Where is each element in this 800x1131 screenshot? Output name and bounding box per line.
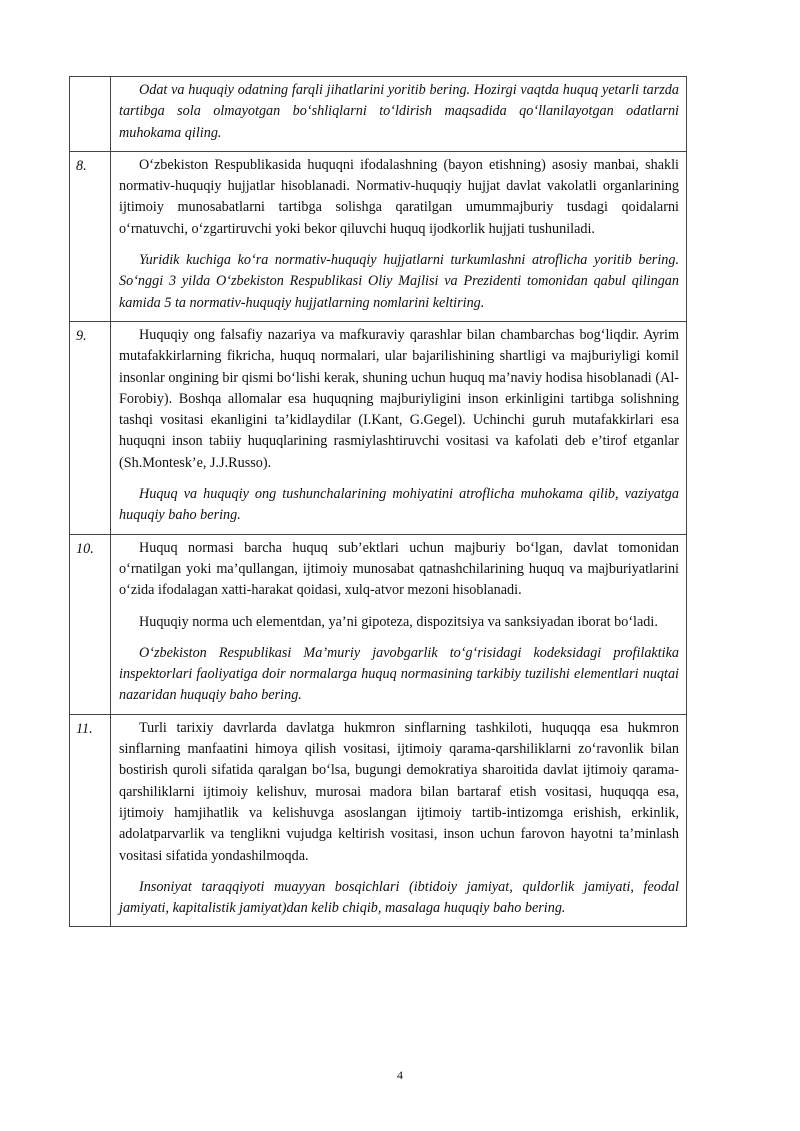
task-paragraph: Yuridik kuchiga ko‘ra normativ-huquqiy hujjatlarni turkumlashni atroflicha yoritib bering. So‘nggi 3 yilda O‘zbekiston Respublikasi Oliy Majlisi va Prezidenti tomonidan qabul qilingan kamida 5 ta normativ-huquqiy hujjatlarning nomlarini keltiring.: [119, 252, 679, 311]
row-number: [70, 77, 111, 152]
context-paragraph: Huquq normasi barcha huquq sub’ektlari uchun majburiy bo‘lgan, davlat tomonidan o‘rnatilgan yoki ma’qullangan, ijtimoiy munosabat qatnashchilarining huquq va majburiyatlarini o‘zida ifodalagan xatti-harakat qoidasi, xulq-atvor mezoni hisoblanadi.: [119, 539, 679, 599]
row-number: 11.: [70, 714, 111, 927]
table-row: [70, 714, 687, 927]
table-row: [70, 534, 687, 714]
task-table: [69, 76, 687, 927]
row-content: [111, 534, 687, 714]
row-content: [111, 77, 687, 152]
page-number: 4: [397, 1068, 403, 1082]
table-row: [70, 321, 687, 534]
context-paragraph: Huquqiy norma uch elementdan, ya’ni gipoteza, dispozitsiya va sanksiyadan iborat bo‘ladi.: [139, 613, 658, 630]
row-content: [111, 151, 687, 321]
row-number: 10.: [70, 534, 111, 714]
row-number: 9.: [70, 321, 111, 534]
row-content: [111, 714, 687, 927]
table-row: [70, 151, 687, 321]
task-paragraph: O‘zbekiston Respublikasi Ma’muriy javobgarlik to‘g‘risidagi kodeksidagi profilaktika inspektorlari faoliyatiga doir normalarga huquq normasining tarkibiy tuzilishi elementlari nuqtai nazaridan huquqiy baho bering.: [119, 644, 679, 704]
row-number: 8.: [70, 151, 111, 321]
task-paragraph: Insoniyat taraqqiyoti muayyan bosqichlari (ibtidoiy jamiyat, quldorlik jamiyati, feodal jamiyati, kapitalistik jamiyat)dan kelib chiqib, masalaga huquqiy baho bering.: [119, 878, 679, 917]
task-paragraph: Huquq va huquqiy ong tushunchalarining mohiyatini atroflicha muhokama qilib, vaziyatga huquqiy baho bering.: [119, 486, 679, 524]
context-paragraph: Huquqiy ong falsafiy nazariya va mafkuraviy qarashlar bilan chambarchas bog‘liqdir. Ayrim mutafakkirlarning fikricha, huquq normalari, ular bajarilishining shartligi va majburiyligi komil insonlar ongining bir qismi bo‘lishi kerak, shuning uchun huquq ma’naviy hodisa hisoblanadi (Al-Forobiy). Boshqa allomalar esa huquqning majburiyligini inson erkinligini tartibga solishning tashqi vositasi ekanligini ta’kidlaydilar (I.Kant, G.Gegel). Uchinchi guruh mutafakkirlari esa huquqni inson tabiiy huquqlarining rasmiylashtiruvchi vositasi va kafolati deb e’tirof etganlar (Sh.Montesk’e, J.J.Russo).: [119, 326, 679, 471]
task-paragraph: Odat va huquqiy odatning farqli jihatlarini yoritib bering. Hozirgi vaqtda huquq yetarli tarzda tartibga sola olmayotgan bo‘shliqlarni to‘ldirish maqsadida qo‘llanilayotgan odatlarni muhokama qiling.: [119, 82, 679, 141]
context-paragraph: Turli tarixiy davrlarda davlatga hukmron sinflarning tashkiloti, huquqqa esa hukmron sinflarning manfaatini himoya qilish vositasi, ijtimoiy qarama-qarshiliklarni zo‘ravonlik bilan bostirish quroli sifatida qaralgan bo‘lsa, bugungi demokratiya sharoitida davlat ijtimoiy qarama-qarshiliklarni ijtimoiy kelishuv, murosai madora bilan bartaraf etish vositasi, huquqqa esa, ijtimoiy hamjihatlik va kelishuvga asoslangan ijtimoiy tartib-intizomga erishish, erkinlik, adolatparvarlik va tenglikni vujudga keltirish vositasi, inson uchun farovon hayotni ta’minlash vositasi sifatida yondashilmoqda.: [119, 719, 679, 864]
row-content: [111, 321, 687, 534]
table-row: [70, 77, 687, 152]
context-paragraph: O‘zbekiston Respublikasida huquqni ifodalashning (bayon etishning) asosiy manbai, shakli normativ-huquqiy hujjatlar hisoblanadi. Normativ-huquqiy hujjat davlat vakolatli organlarining ijtimoiy munosabatlarni tartibga solishga qaratilgan umummajburiy tusdagi qoidalarni o‘rnatuvchi, o‘zgartiruvchi yoki bekor qiluvchi huquq ijodkorlik hujjati tushuniladi.: [119, 156, 679, 237]
